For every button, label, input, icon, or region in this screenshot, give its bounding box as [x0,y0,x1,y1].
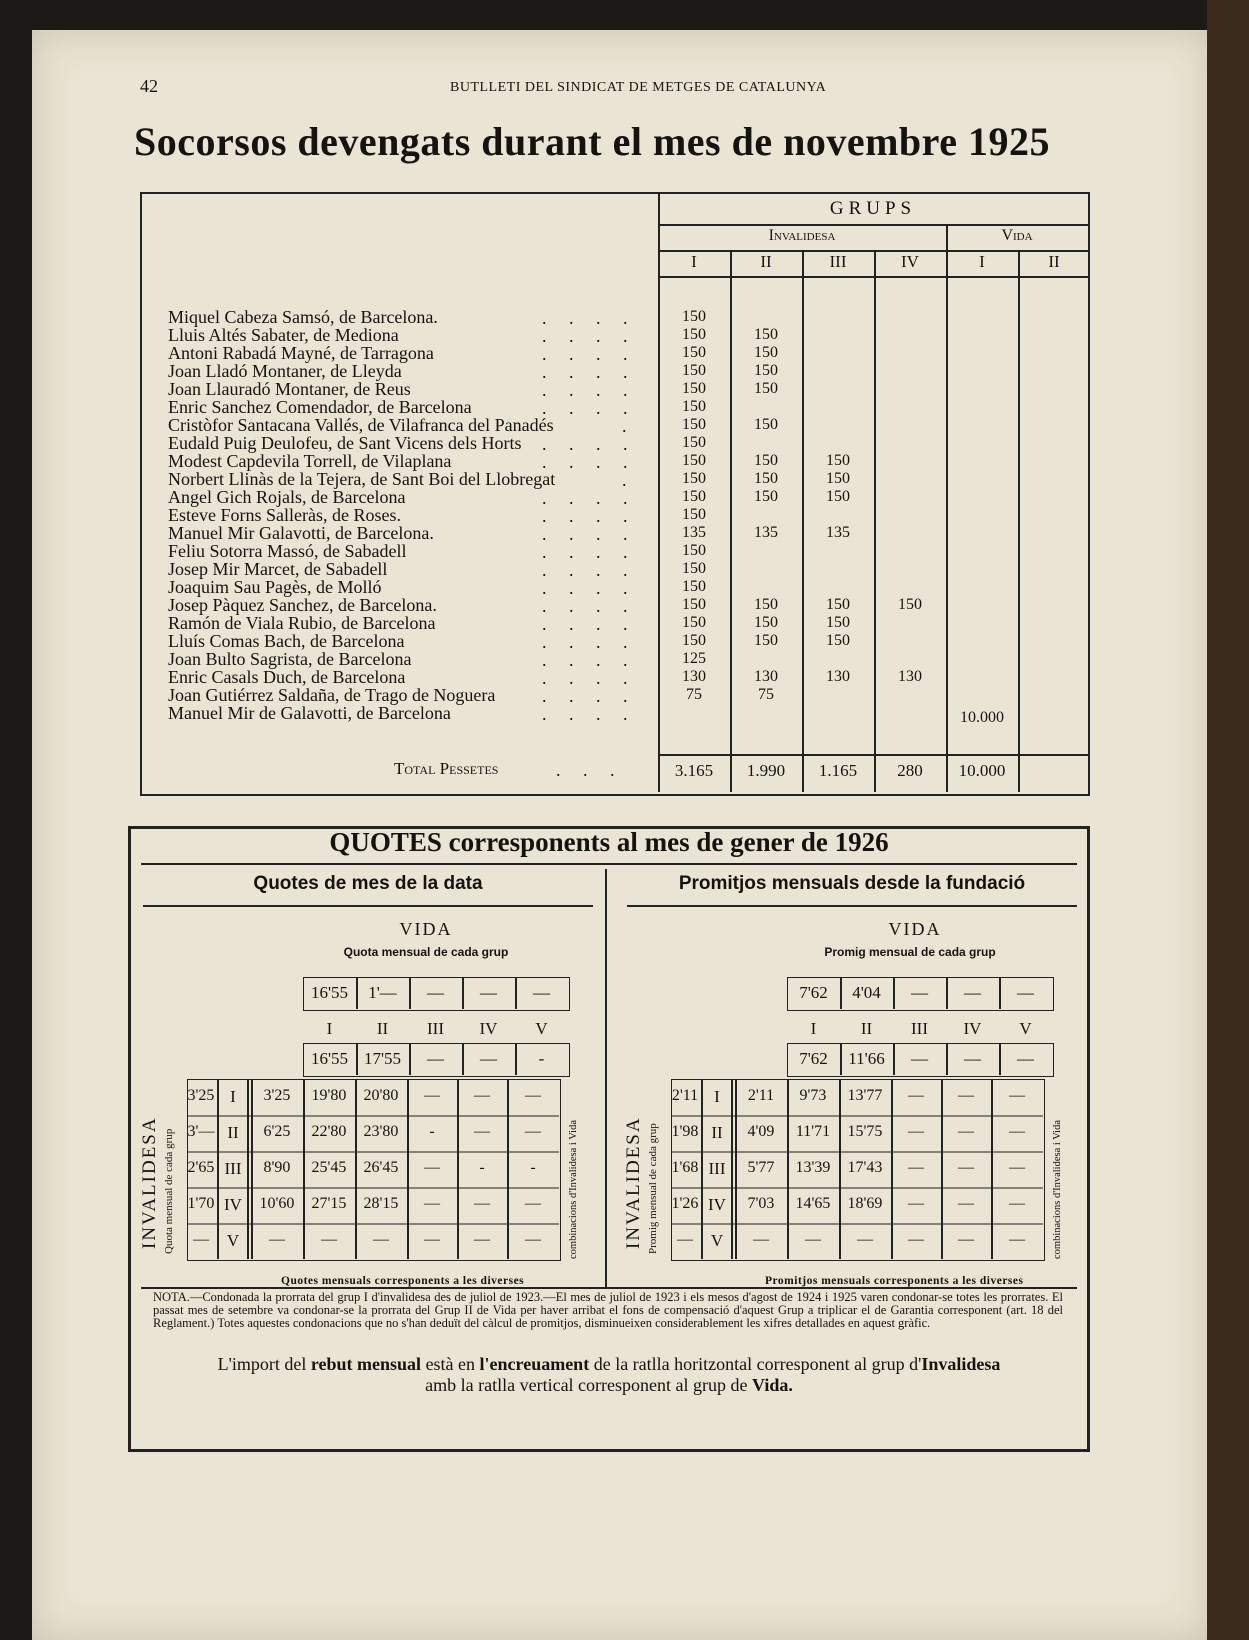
vida-col-header: I [810,1019,817,1038]
total-cell: 3.165 [674,761,714,780]
combination-cell: 13'39 [795,1159,831,1176]
invalidesa-group: IV [224,1195,242,1214]
combination-cell: — [525,1195,541,1212]
combination-cell: — [857,1231,873,1248]
combination-cell: — [424,1159,440,1176]
member-name: Enric Casals Duch, de Barcelona [168,667,406,687]
amount-cell: 150 [754,614,778,631]
amount-cell: 130 [898,668,922,685]
amount-cell: 75 [686,686,702,703]
divider [143,905,593,907]
combinations-label: combinacions d'Invalidesa i Vida [568,1120,579,1259]
member-name: Antoni Rabadá Mayné, de Tarragona [168,343,434,363]
vida-second-cell: 16'55 [310,1049,349,1068]
leader-dots: . . . . [542,488,637,508]
combination-cell: 25'45 [311,1159,347,1176]
amount-cell: 75 [758,686,774,703]
combination-cell: 2'11 [747,1087,775,1104]
grid-line [893,1043,895,1075]
panel-heading: Quotes de mes de la data [253,873,483,894]
member-name: Norbert Llinàs de la Tejera, de Sant Boi del Llobregat [168,469,556,489]
leader-dots: . . . . [542,614,637,634]
total-cell: 1.990 [746,761,786,780]
combination-cell: — [1009,1123,1025,1140]
combination-cell: 22'80 [311,1123,347,1140]
member-name: Manuel Mir de Galavotti, de Barcelona [168,703,451,723]
amount-cell: 150 [826,614,850,631]
column-header: IV [901,252,919,271]
combination-cell: 13'77 [847,1087,883,1104]
amount-cell: 150 [754,326,778,343]
amount-cell: 150 [754,632,778,649]
vida-top-cell: — [480,983,497,1002]
grid-line [946,224,948,792]
vida-second-cell: — [911,1049,928,1068]
quotes-footer: L'import del rebut mensual està en l'encreuament de la ratlla horitzontal corresponent al grup d'Invalidesa amb la ratlla vertical corresponent al grup de Vida. [217,1354,1001,1395]
invalidesa-subtitle: Quota mensual de cada grup [163,1128,175,1254]
vida-subtitle: Promig mensual de cada grup [824,945,996,959]
vida-second-cell: - [538,1049,545,1068]
amount-cell: 150 [898,596,922,613]
combination-cell: — [269,1231,285,1248]
amount-cell: 130 [682,668,706,685]
amount-cell: 150 [682,542,706,559]
invalidesa-quota: 2'65 [187,1159,215,1176]
combination-cell: — [373,1231,389,1248]
member-name: Joan Llauradó Montaner, de Reus [168,379,411,399]
combination-cell: 20'80 [363,1087,399,1104]
amount-cell: 150 [826,470,850,487]
vida-second-cell: 7'62 [799,1049,828,1068]
quotes-right-panel [615,829,1089,1289]
page-title: Socorsos devengats durant el mes de novembre 1925 [134,119,1050,164]
leader-dots: . . . . [542,308,637,328]
leader-dots: . . . . [542,650,637,670]
vida-header: Vida [1001,227,1033,244]
vida-top-cell: — [911,983,928,1002]
amount-cell: 125 [682,650,706,667]
grid-line [356,977,358,1009]
combination-cell: 27'15 [311,1195,347,1212]
grid-line [1018,250,1020,792]
combination-cell: 17'43 [847,1159,883,1176]
amount-cell: 150 [682,470,706,487]
combination-cell: 8'90 [263,1159,291,1176]
grid-line [187,1223,559,1225]
invalidesa-subtitle: Promig mensual de cada grup [647,1123,659,1254]
amount-cell: 150 [682,434,706,451]
combination-cell: 23'80 [363,1123,399,1140]
amount-cell: 150 [682,488,706,505]
member-name: Cristòfor Santacana Vallés, de Vilafranca del Panadés [168,415,554,435]
leader-dots: . . . . [542,524,637,544]
grid-line [893,977,895,1009]
amount-cell: 150 [754,416,778,433]
combination-cell: — [753,1231,769,1248]
total-cell: 10.000 [958,761,1006,780]
member-name: Manuel Mir Galavotti, de Barcelona. [168,523,434,543]
invalidesa-quota: 1'98 [671,1123,699,1140]
grid-line [462,1043,464,1075]
book-spine [1207,0,1249,1640]
grid-line [840,977,842,1009]
amount-cell: 150 [682,344,706,361]
combination-cell: — [1009,1159,1025,1176]
combination-cell: — [424,1087,440,1104]
vida-top-cell: 7'62 [799,983,828,1002]
amount-cell: 150 [826,452,850,469]
combination-cell: — [908,1195,924,1212]
combination-cell: 14'65 [795,1195,831,1212]
member-name: Eudald Puig Deulofeu, de Sant Vicens dels Horts [168,433,522,453]
combination-cell: — [474,1195,490,1212]
amount-cell: 150 [754,488,778,505]
grid-line [840,1043,842,1075]
running-header: BUTLLETI DEL SINDICAT DE METGES DE CATALUNYA [450,80,827,95]
member-name: Angel Gich Rojals, de Barcelona [168,487,406,507]
combination-cell: — [525,1231,541,1248]
leader-dots: . . . . [542,344,637,364]
amount-cell: 150 [682,308,706,325]
invalidesa-group: IV [708,1195,726,1214]
vida-title: VIDA [888,919,942,939]
vida-second-cell: — [964,1049,981,1068]
leader-dots: . [622,416,636,436]
combination-cell: — [805,1231,821,1248]
amount-cell: 150 [754,362,778,379]
combination-cell: — [424,1195,440,1212]
bottom-caption: Promitjos mensuals corresponents a les diverses [765,1275,1024,1287]
member-name: Josep Mir Marcet, de Sabadell [168,559,388,579]
vida-top-cell: 1'— [368,983,397,1002]
combination-cell: 18'69 [847,1195,883,1212]
member-name: Feliu Sotorra Massó, de Sabadell [168,541,407,561]
combination-cell: — [958,1159,974,1176]
column-header: I [979,252,985,271]
socorsos-table [140,192,1090,796]
column-header: I [691,252,697,271]
vida-top-cell: 16'55 [310,983,349,1002]
vida-title: VIDA [399,919,453,939]
amount-cell: 150 [754,452,778,469]
leader-dots: . . . . [542,668,637,688]
amount-cell: 135 [682,524,706,541]
amount-cell: 10.000 [960,709,1004,726]
leader-dots: . . . . [542,542,637,562]
vida-col-header: II [376,1019,389,1038]
amount-cell: 130 [754,668,778,685]
combination-cell: — [908,1123,924,1140]
invalidesa-group: II [227,1123,239,1142]
member-name: Modest Capdevila Torrell, de Vilaplana [168,451,452,471]
amount-cell: 150 [682,452,706,469]
combination-cell: 10'60 [259,1195,295,1212]
grid-line [462,977,464,1009]
vida-col-header: III [427,1019,444,1038]
leader-dots: . . . . [542,326,637,346]
invalidesa-quota: — [193,1231,209,1248]
vida-top-cell: — [427,983,444,1002]
grid-line [187,1115,559,1117]
vida-col-header: II [860,1019,873,1038]
grid-line [658,224,1088,226]
vida-col-header: I [326,1019,333,1038]
grid-line [356,1043,358,1075]
amount-cell: 150 [682,560,706,577]
invalidesa-group: II [711,1123,723,1142]
amount-cell: 135 [754,524,778,541]
combination-cell: — [525,1123,541,1140]
grid-line [946,1043,948,1075]
column-header: II [1048,252,1060,271]
member-name: Ramón de Viala Rubio, de Barcelona [168,613,436,633]
grid-line [409,1043,411,1075]
combinations-label: combinacions d'Invalidesa i Vida [1052,1120,1063,1259]
amount-cell: 150 [682,614,706,631]
combination-cell: 4'09 [747,1123,775,1140]
invalidesa-quota: 3'25 [187,1087,215,1104]
combination-cell: — [908,1087,924,1104]
invalidesa-group: III [224,1159,242,1178]
invalidesa-group: I [714,1087,720,1106]
amount-cell: 150 [682,578,706,595]
combination-cell: - [429,1123,435,1140]
member-name: Lluis Altés Sabater, de Mediona [168,325,399,345]
grid-line [671,1223,1043,1225]
invalidesa-group: I [230,1087,236,1106]
grid-line [671,1151,1043,1153]
member-name: Joan Bulto Sagrista, de Barcelona [168,649,412,669]
amount-cell: 150 [754,596,778,613]
leader-dots: . . . . [542,380,637,400]
invalidesa-quota: 3'— [187,1123,215,1140]
amount-cell: 150 [682,326,706,343]
amount-cell: 150 [682,362,706,379]
amount-cell: 150 [826,632,850,649]
vida-top-cell: 4'04 [852,983,881,1002]
member-name: Joan Gutiérrez Saldaña, de Trago de Noguera [168,685,496,705]
vida-second-cell: — [480,1049,497,1068]
combination-cell: — [474,1231,490,1248]
combination-cell: 11'71 [795,1123,831,1140]
combination-cell: — [525,1087,541,1104]
amount-cell: 150 [754,344,778,361]
invalidesa-quota: — [677,1231,693,1248]
combination-cell: 5'77 [747,1159,775,1176]
amount-cell: 135 [826,524,850,541]
invalidesa-group: III [708,1159,726,1178]
combination-cell: 7'03 [747,1195,775,1212]
amount-cell: 130 [826,668,850,685]
member-name: Josep Pàquez Sanchez, de Barcelona. [168,595,437,615]
leader-dots: . . . . [542,632,637,652]
vida-second-cell: — [427,1049,444,1068]
vida-top-cell: — [964,983,981,1002]
page-number: 42 [140,76,158,96]
grid-line [671,1187,1043,1189]
invalidesa-quota: 1'26 [671,1195,699,1212]
grid-line [515,977,517,1009]
vida-col-header: V [535,1019,548,1038]
quotes-note: NOTA.—Condonada la prorrata del grup I d'invalidesa des de juliol de 1923.—El mes de juliol de 1923 i els mesos d'agost de 1924 i 1925 varen condonar-se totes les prorrates. El passat mes de setembre va condonar-se la prorrata del Grup II de Vida per haver arribat el fons de compensació d'aquest Grup a triplicar el de Garantia corresponent (art. 18 del Reglament.) Totes aquestes condonacions que no s'han deduït del càlcul de promitjos, disminueixen considerablement les xifres detallades en aquest gràfic. [153,1290,1063,1330]
vida-top-cell: — [1017,983,1034,1002]
quotes-left-panel [131,829,605,1289]
quotes-title: QUOTES corresponents al mes de gener de 1926 [329,827,889,857]
combination-cell: — [474,1123,490,1140]
vida-col-header: III [911,1019,928,1038]
member-name: Lluís Comas Bach, de Barcelona [168,631,405,651]
grid-line [802,250,804,792]
combination-cell: — [321,1231,337,1248]
leader-dots: . . . . [542,506,637,526]
grid-line [999,1043,1001,1075]
grid-line [999,977,1001,1009]
invalidesa-quota: 2'11 [671,1087,699,1104]
combination-cell: — [908,1231,924,1248]
total-cell: 1.165 [818,761,858,780]
combination-cell: — [424,1231,440,1248]
invalidesa-group: V [226,1231,240,1250]
amount-cell: 150 [682,398,706,415]
leader-dots: . . . . [542,686,637,706]
bottom-caption: Quotes mensuals corresponents a les diverses [281,1275,525,1287]
amount-cell: 150 [682,416,706,433]
combination-cell: 26'45 [363,1159,399,1176]
vida-second-cell: 17'55 [363,1049,402,1068]
leader-dots: . . . . [542,452,637,472]
member-name: Esteve Forns Salleràs, de Roses. [168,505,401,525]
total-label: Total Pessetes [394,759,499,778]
amount-cell: 150 [682,632,706,649]
member-name: Miquel Cabeza Samsó, de Barcelona. [168,307,438,327]
grid-line [671,1115,1043,1117]
combination-cell: — [958,1123,974,1140]
vida-subtitle: Quota mensual de cada grup [343,945,509,959]
combination-cell: - [530,1159,536,1176]
leader-dots: . . . [556,760,624,780]
combination-cell: — [958,1087,974,1104]
leader-dots: . . . . [542,596,637,616]
amount-cell: 150 [826,488,850,505]
amount-cell: 150 [754,470,778,487]
column-header: II [760,252,772,271]
vida-col-header: IV [963,1019,982,1038]
leader-dots: . . . . [542,704,637,724]
grid-line [515,1043,517,1075]
combination-cell: 28'15 [363,1195,399,1212]
member-name: Joaquim Sau Pagès, de Molló [168,577,382,597]
grid-line [658,754,1088,756]
combination-cell: — [958,1195,974,1212]
combination-cell: — [474,1087,490,1104]
column-header: III [829,252,847,271]
grid-line [946,977,948,1009]
amount-cell: 150 [682,596,706,613]
amount-cell: 150 [754,380,778,397]
combination-cell: 6'25 [263,1123,291,1140]
invalidesa-quota: 1'70 [187,1195,215,1212]
member-name: Joan Lladó Montaner, de Lleyda [168,361,402,381]
combination-cell: — [958,1231,974,1248]
vida-col-header: IV [479,1019,498,1038]
invalidesa-header: Invalidesa [768,227,836,244]
panel-heading: Promitjos mensuals desde la fundació [678,873,1026,894]
leader-dots: . . . . [542,362,637,382]
amount-cell: 150 [682,380,706,397]
invalidesa-title: INVALIDESA [623,1116,644,1249]
combination-cell: 15'75 [847,1123,883,1140]
grid-line [658,276,1088,278]
combination-cell: 9'73 [799,1087,827,1104]
grid-line [874,250,876,792]
grups-header: GRUPS [829,198,917,219]
leader-dots: . . . . [542,578,637,598]
leader-dots: . . . . [542,560,637,580]
grid-line [187,1151,559,1153]
leader-dots: . . . . [542,434,637,454]
combination-cell: — [1009,1195,1025,1212]
total-cell: 280 [897,761,923,780]
member-name: Enric Sanchez Comendador, de Barcelona [168,397,472,417]
combination-cell: 3'25 [263,1087,291,1104]
amount-cell: 150 [682,506,706,523]
leader-dots: . [622,470,636,490]
vida-top-cell: — [533,983,550,1002]
combination-cell: - [479,1159,485,1176]
vida-second-cell: 11'66 [848,1049,885,1068]
invalidesa-quota: 1'68 [671,1159,699,1176]
combination-cell: — [1009,1231,1025,1248]
invalidesa-group: V [710,1231,724,1250]
combination-cell: 19'80 [311,1087,347,1104]
combination-cell: — [1009,1087,1025,1104]
combination-cell: — [908,1159,924,1176]
invalidesa-title: INVALIDESA [139,1116,160,1249]
vida-col-header: V [1019,1019,1032,1038]
leader-dots: . . . . [542,398,637,418]
divider [627,905,1077,907]
grid-line [409,977,411,1009]
vida-second-cell: — [1017,1049,1034,1068]
amount-cell: 150 [826,596,850,613]
quotes-panel [128,826,1090,1452]
grid-line [187,1187,559,1189]
